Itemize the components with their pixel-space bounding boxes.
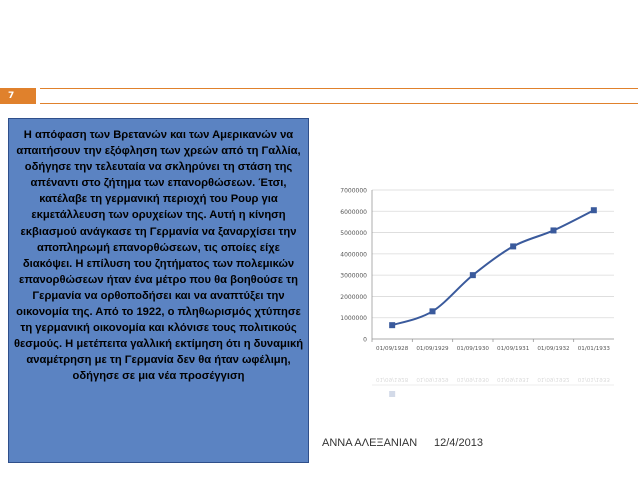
footer-author: ΑΝΝΑ ΑΛΕΞΑΝΙΑΝ xyxy=(322,437,418,449)
chart-reflection xyxy=(322,365,620,415)
x-tick-label: 01/09/1929 xyxy=(416,346,449,352)
y-tick-label: 7000000 xyxy=(340,187,367,195)
header-rule xyxy=(40,88,638,104)
x-tick-label: 01/09/1928 xyxy=(376,346,409,352)
reflection-label: 01/01/1933 xyxy=(577,376,610,382)
y-tick-label: 5000000 xyxy=(340,230,367,238)
y-tick-label: 6000000 xyxy=(340,208,367,216)
data-point xyxy=(389,322,395,328)
footer-date: 12/4/2013 xyxy=(434,437,483,449)
x-tick-label: 01/09/1930 xyxy=(456,346,489,352)
y-tick-label: 1000000 xyxy=(340,315,367,323)
data-point xyxy=(470,272,476,278)
reflection-label: 01/09/1931 xyxy=(497,376,530,382)
y-tick-label: 4000000 xyxy=(340,251,367,259)
x-tick-label: 01/01/1933 xyxy=(577,346,610,352)
reflection-label: 01/09/1930 xyxy=(456,376,489,382)
x-tick-label: 01/09/1932 xyxy=(537,346,570,352)
y-tick-label: 3000000 xyxy=(340,272,367,280)
chart-background xyxy=(322,178,620,353)
reflection-label: 01/09/1928 xyxy=(376,376,409,382)
slide-number: 7 xyxy=(0,88,36,104)
reflection-label: 01/09/1929 xyxy=(416,376,449,382)
x-tick-label: 01/09/1931 xyxy=(497,346,530,352)
line-chart xyxy=(322,178,620,353)
reflection-label: 01/09/1932 xyxy=(537,376,570,382)
body-text-box xyxy=(8,118,309,463)
body-text: Η απόφαση των Βρετανών και των Αμερικανών να απαιτήσουν την εξόφληση των χρεών από τη Γαλλία, οδήγησε την τελευταία να σκληρύνει τη στάση της απέναντι στο ζήτημα των επανορθώσεων. Έτσι, κατέλαβε τη γερμανική περιοχή του Ρουρ για εκμετάλλευση των ορυχείων της. Αυτή η κίνηση εκβιασμού ανάγκασε τη Γερμανία να ξαναρχίσει την αποπληρωμή επανορθώσεων, τις οποίες είχε διακόψει. Η επίλυση του ζητήματος των πολεμικών επανορθώσεων ήταν ένα μέτρο που θα βοηθούσε τη Γερμανία να ορθοποδήσει και να αναπτύξει την οικονομία της. Από το 1922, ο πληθωρισμός χτύπησε τη γερμανική οικονομία και κλόνισε τους πολιτικούς θεσμούς. Η μετέπειτα γαλλική εκτίμηση ότι η δυναμική αναμέτρηση με τη Γερμανία δεν θα ήταν ωφέλιμη, οδήγησε σε μια νέα προσέγγιση xyxy=(13,129,304,383)
reflection-point xyxy=(389,391,395,397)
y-tick-label: 2000000 xyxy=(340,293,367,301)
data-point xyxy=(430,308,436,314)
data-point xyxy=(551,227,557,233)
data-point xyxy=(510,243,516,249)
y-tick-label: 0 xyxy=(363,336,367,344)
data-point xyxy=(591,207,597,213)
